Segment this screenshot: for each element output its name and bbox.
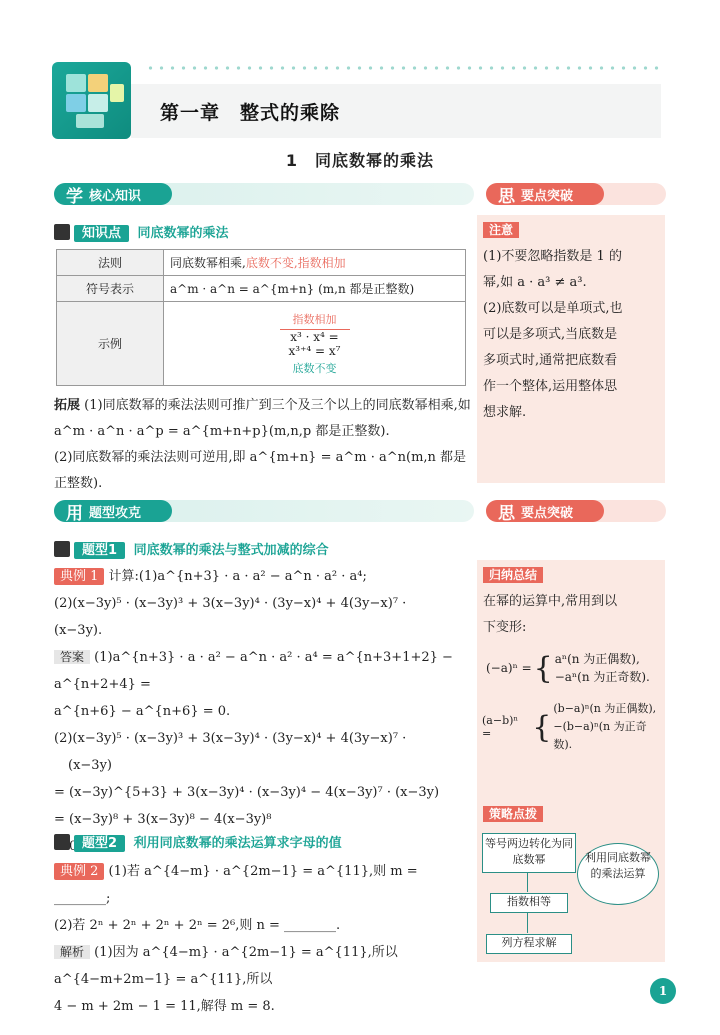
rule-text (164, 250, 466, 276)
type1-heading (54, 539, 329, 558)
knowledge-table (56, 249, 466, 386)
example2-question-2: (2)若 2ⁿ + 2ⁿ + 2ⁿ + 2ⁿ = 2⁶,则 n = ________. (54, 918, 341, 933)
note-header (483, 221, 519, 238)
example1-question-2b: (x−3y). (54, 623, 103, 638)
type1-body (54, 563, 472, 860)
problem-types-pill (54, 500, 172, 522)
type2-body (54, 858, 472, 1020)
pen-icon (54, 541, 70, 557)
a1-text: (1)a^{n+3} · a · a² − a^n · a² · a⁴ = a^{n+3+1+2} − a^{n+2+4} = (54, 650, 453, 692)
page-number: 1 (650, 978, 676, 1004)
core-knowledge-pill (54, 183, 172, 205)
brace: { (532, 709, 552, 745)
type2-heading (54, 832, 342, 851)
knowledge-tag: 知识点 (74, 225, 129, 242)
use-mark: 用 (66, 503, 83, 524)
note-line: (2)底数可以是单项式,也 (483, 301, 623, 316)
type1-tag: 题型1 (74, 542, 125, 559)
answer-line-1b: a^{n+6} − a^{n+6} = 0. (54, 704, 231, 719)
key-points-label: 要点突破 (521, 188, 574, 204)
brace: { (533, 650, 553, 686)
example-cell (164, 302, 466, 386)
example1-label: 典例 1 (54, 568, 104, 585)
chapter-cube-logo (52, 62, 131, 139)
strategy-label: 策略点拨 (483, 806, 543, 822)
flow-arrow (527, 872, 528, 892)
type2-tag: 题型2 (74, 835, 125, 852)
think-mark: 思 (498, 186, 515, 207)
analysis-line-1 (54, 939, 472, 993)
chapter-title: 第一章 整式的乘除 (160, 102, 341, 124)
example-head: 示例 (57, 302, 164, 386)
summary-line: 下变形: (483, 620, 527, 635)
base-unchanged-note: 底数不变 (292, 362, 337, 375)
note-text (483, 244, 661, 426)
pen-icon (54, 224, 70, 240)
flow-box-convert: 等号两边转化为同底数幂 (482, 833, 576, 873)
table-row-example (57, 302, 466, 386)
extension-label: 拓展 (54, 398, 81, 413)
type1-title: 同底数幂的乘法与整式加减的综合 (133, 543, 329, 558)
answer-line-2d: = (x−3y)⁸ + 3(x−3y)⁸ − 4(x−3y)⁸ (54, 812, 272, 827)
extension-2: (2)同底数幂的乘法法则可逆用,即 a^{m+n} = a^m · a^n(m,n 都是正整数). (54, 450, 467, 491)
f2-lhs: (a−b)ⁿ = (482, 714, 519, 740)
answer-label: 答案 (54, 650, 90, 664)
pen-icon (54, 834, 70, 850)
q1-text: 计算:(1)a^{n+3} · a · a² − a^n · a² · a⁴; (108, 569, 367, 584)
exponent-add-note: 指数相加 (292, 313, 337, 326)
knowledge-title: 同底数幂的乘法 (137, 226, 229, 241)
f2-bot: −(b−a)ⁿ(n 为正奇数). (553, 720, 647, 751)
learn-mark: 学 (66, 186, 83, 207)
symbol-head: 符号表示 (57, 276, 164, 302)
note-line: 想求解. (483, 405, 527, 420)
symbol-text: a^m · a^n = a^{m+n} (m,n 都是正整数) (164, 276, 466, 302)
type2-title: 利用同底数幂的乘法运算求字母的值 (133, 836, 342, 851)
think-mark-2: 思 (498, 503, 515, 524)
f1-bot: −aⁿ(n 为正奇数). (554, 670, 650, 684)
extension-text (54, 393, 472, 497)
flow-arrow (527, 913, 528, 933)
extension-1: (1)同底数幂的乘法法则可推广到三个及三个以上的同底数幂相乘,如 a^m · a^n · a^p = a^{m+n+p}(m,n,p 都是正整数). (54, 398, 471, 439)
f1-top: aⁿ(n 为正偶数), (554, 652, 640, 666)
summary-line: 在幂的运算中,常用到以 (483, 594, 618, 609)
example1-question-1 (54, 563, 472, 590)
example1-question-2: (2)(x−3y)⁵ · (x−3y)³ + 3(x−3y)⁴ · (3y−x)⁴ + 4(3y−x)⁷ · (54, 596, 407, 611)
flow-box-solve: 列方程求解 (486, 934, 572, 954)
analysis-line-2: 4 − m + 2m − 1 = 11,解得 m = 8. (54, 999, 275, 1014)
strategy-header (483, 805, 543, 822)
summary-formula-1 (486, 650, 661, 686)
summary-text (483, 589, 661, 641)
summary-header (483, 566, 543, 583)
note-line: 作一个整体,运用整体思 (483, 379, 618, 394)
note-line: 可以是多项式,当底数是 (483, 327, 618, 342)
table-row-rule (57, 250, 466, 276)
analysis-label: 解析 (54, 945, 90, 959)
note-line: 幂,如 a · a³ ≠ a³. (483, 275, 587, 290)
flow-box-equal-exponents: 指数相等 (490, 893, 568, 913)
f2-top: (b−a)ⁿ(n 为正偶数), (553, 702, 657, 715)
header-dots (145, 66, 660, 70)
summary-label: 归纳总结 (483, 567, 543, 583)
answer-line-2c: = (x−3y)^{5+3} + 3(x−3y)⁴ · (x−3y)⁴ − 4(x−3y)⁷ · (x−3y) (54, 785, 440, 800)
q1-text: (1)若 a^{4−m} · a^{2m−1} = a^{11},则 m = ________; (54, 864, 418, 906)
rule-text-plain: 同底数幂相乘, (170, 256, 246, 270)
answer-line-2b: (x−3y) (68, 758, 112, 773)
s1-text: (1)因为 a^{4−m} · a^{2m−1} = a^{11},所以 a^{4−m+2m−1} = a^{11},所以 (54, 945, 398, 987)
section-title: 1 同底数幂的乘法 (285, 151, 435, 170)
answer-line-1 (54, 644, 472, 698)
key-points-label-2: 要点突破 (521, 505, 574, 521)
note-line: 多项式时,通常把底数看 (483, 353, 618, 368)
problem-types-label: 题型攻克 (89, 505, 142, 521)
summary-formula-2 (482, 700, 664, 754)
table-row-symbol (57, 276, 466, 302)
core-knowledge-label: 核心知识 (89, 188, 142, 204)
rule-head: 法则 (57, 250, 164, 276)
key-points-pill-2 (486, 500, 604, 522)
example2-label: 典例 2 (54, 863, 104, 880)
key-points-pill (486, 183, 604, 205)
strategy-ellipse: 利用同底数幂的乘法运算 (577, 843, 659, 905)
answer-line-2: (2)(x−3y)⁵ · (x−3y)³ + 3(x−3y)⁴ · (3y−x)⁴ + 4(3y−x)⁷ · (54, 731, 407, 746)
f1-lhs: (−a)ⁿ = (486, 661, 532, 675)
note-label: 注意 (483, 222, 519, 238)
knowledge-point-heading (54, 222, 229, 241)
rule-text-red: 底数不变,指数相加 (245, 256, 346, 270)
example-formula: x³ · x⁴ = x³⁺⁴ = x⁷ (280, 329, 350, 358)
example2-question-1 (54, 858, 472, 912)
note-line: (1)不要忽略指数是 1 的 (483, 249, 622, 264)
